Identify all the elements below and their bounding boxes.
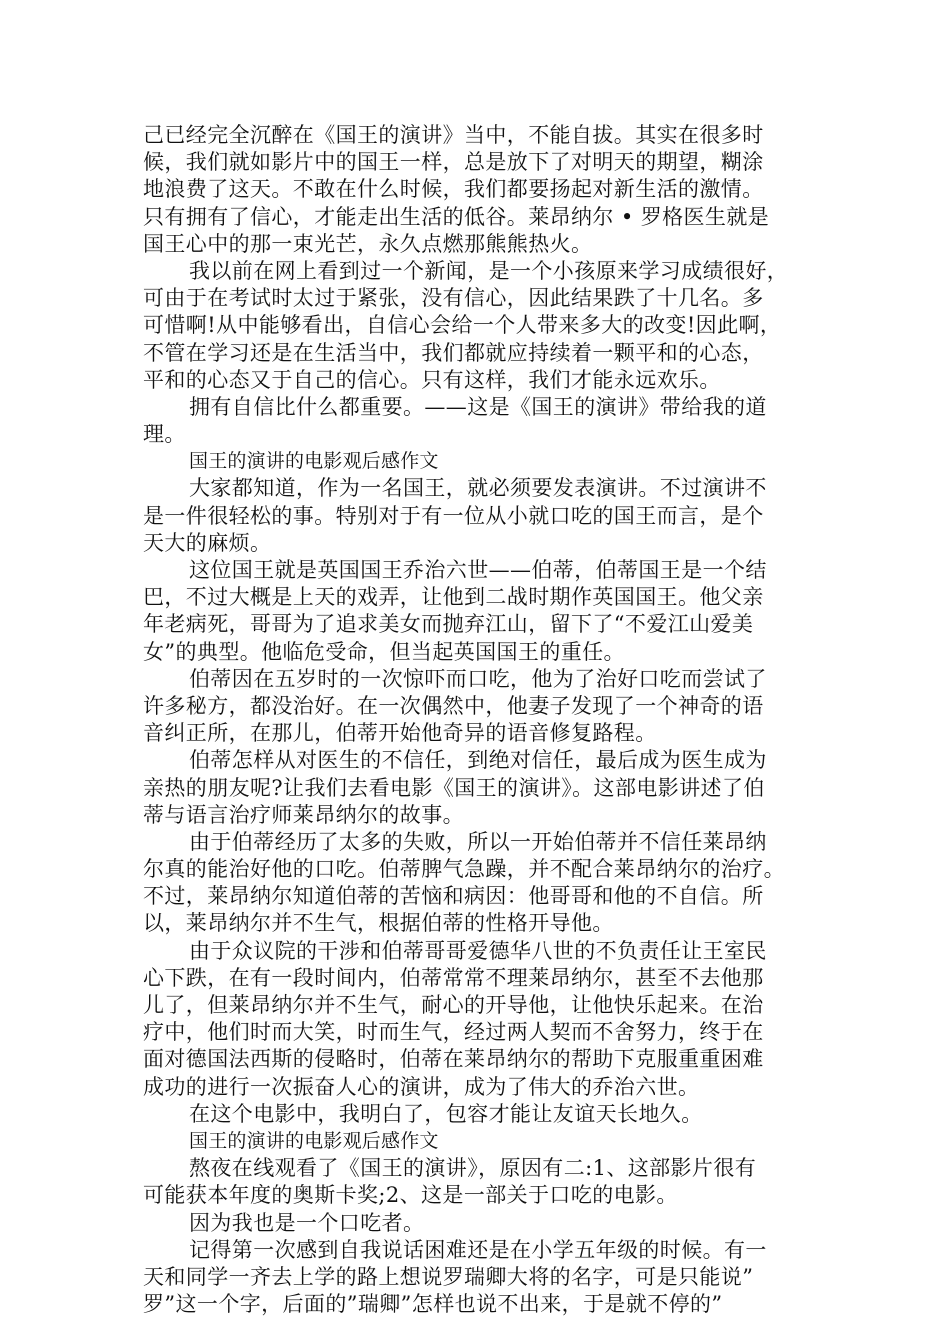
text-line: 许多秘方，都没治好。在一次偶然中，他妻子发现了一个神奇的语	[143, 693, 764, 718]
text-line: 蒂与语言治疗师莱昂纳尔的故事。	[143, 802, 464, 827]
section-heading: 国王的演讲的电影观后感作文	[189, 1129, 439, 1152]
text-line: 以，莱昂纳尔并不生气，根据伯蒂的性格开导他。	[143, 911, 614, 936]
text-line: 由于伯蒂经历了太多的失败，所以一开始伯蒂并不信任莱昂纳	[189, 829, 767, 854]
text-line: 巴，不过大概是上天的戏弄，让他到二战时期作英国国王。他父亲	[143, 585, 764, 610]
text-line: 面对德国法西斯的侵略时，伯蒂在莱昂纳尔的帮助下克服重重困难	[143, 1047, 764, 1072]
text-line: 心下跌，在有一段时间内，伯蒂常常不理莱昂纳尔，甚至不去他那	[143, 965, 764, 990]
text-line: 音纠正所，在那儿，伯蒂开始他奇异的语音修复路程。	[143, 721, 657, 746]
text-line: 可能获本年度的奥斯卡奖;2、这是一部关于口吃的电影。	[143, 1183, 678, 1208]
text-line: 疗中，他们时而大笑，时而生气，经过两人契而不舍努力，终于在	[143, 1020, 764, 1045]
text-line: 女”的典型。他临危受命，但当起英国国王的重任。	[143, 639, 625, 664]
text-line: 我以前在网上看到过一个新闻，是一个小孩原来学习成绩很好，	[189, 258, 789, 283]
text-line: 地浪费了这天。不敢在什么时候，我们都要扬起对新生活的激情。	[143, 177, 764, 202]
text-line: 理。	[143, 422, 186, 447]
text-line: 成功的进行一次振奋人心的演讲，成为了伟大的乔治六世。	[143, 1074, 700, 1099]
text-line: 是一件很轻松的事。特别对于有一位从小就口吃的国王而言，是个	[143, 503, 764, 528]
text-line: 大家都知道，作为一名国王，就必须要发表演讲。不过演讲不	[189, 476, 767, 501]
text-line: 伯蒂怎样从对医生的不信任，到绝对信任，最后成为医生成为	[189, 748, 767, 773]
text-line: 天和同学一齐去上学的路上想说罗瑞卿大将的名字，可是只能说”	[143, 1264, 754, 1289]
text-line: 罗”这一个字，后面的”瑞卿”怎样也说不出来，于是就不停的”	[143, 1292, 723, 1317]
text-line: 不管在学习还是在生活当中，我们都就应持续着一颗平和的心态，	[143, 340, 764, 365]
text-line: 拥有自信比什么都重要。——这是《国王的演讲》带给我的道	[189, 394, 767, 419]
text-line: 只有拥有了信心，才能走出生活的低谷。莱昂纳尔 • 罗格医生就是	[143, 204, 770, 229]
document-body	[143, 122, 813, 1318]
text-line: 尔真的能治好他的口吃。伯蒂脾气急躁，并不配合莱昂纳尔的治疗。	[143, 857, 785, 882]
text-line: 由于众议院的干涉和伯蒂哥哥爱德华八世的不负责任让王室民	[189, 938, 767, 963]
text-line: 年老病死，哥哥为了追求美女而抛弃江山，留下了“不爱江山爱美	[143, 612, 754, 637]
text-line: 可惜啊!从中能够看出，自信心会给一个人带来多大的改变!因此啊，	[143, 313, 782, 338]
text-line: 儿了，但莱昂纳尔并不生气，耐心的开导他，让他快乐起来。在治	[143, 993, 764, 1017]
text-line: 在这个电影中，我明白了，包容才能让友谊天长地久。	[189, 1101, 703, 1126]
text-line: 候，我们就如影片中的国王一样，总是放下了对明天的期望，糊涂	[143, 150, 764, 175]
text-line: 因为我也是一个口吃者。	[189, 1210, 425, 1235]
text-line: 平和的心态又于自己的信心。只有这样，我们才能永远欢乐。	[143, 367, 721, 392]
text-line: 国王心中的那一束光芒，永久点燃那熊熊热火。	[143, 231, 593, 256]
text-line: 不过，莱昂纳尔知道伯蒂的苦恼和病因：他哥哥和他的不自信。所	[143, 884, 764, 909]
text-line: 熬夜在线观看了《国王的演讲》，原因有二:1、这部影片很有	[189, 1156, 757, 1181]
text-line: 天大的麻烦。	[143, 530, 272, 555]
text-line: 己已经完全沉醉在《国王的演讲》当中，不能自拔。其实在很多时	[143, 123, 764, 147]
text-line: 亲热的朋友呢?让我们去看电影《国王的演讲》。这部电影讲述了伯	[143, 775, 765, 800]
text-line: 记得第一次感到自我说话困难还是在小学五年级的时候。有一	[189, 1237, 767, 1262]
section-heading: 国王的演讲的电影观后感作文	[189, 450, 439, 473]
text-line: 可由于在考试时太过于紧张，没有信心，因此结果跌了十几名。多	[143, 286, 764, 311]
text-line: 这位国王就是英国国王乔治六世——伯蒂，伯蒂国王是一个结	[189, 558, 767, 582]
text-line: 伯蒂因在五岁时的一次惊吓而口吃，他为了治好口吃而尝试了	[189, 666, 767, 691]
